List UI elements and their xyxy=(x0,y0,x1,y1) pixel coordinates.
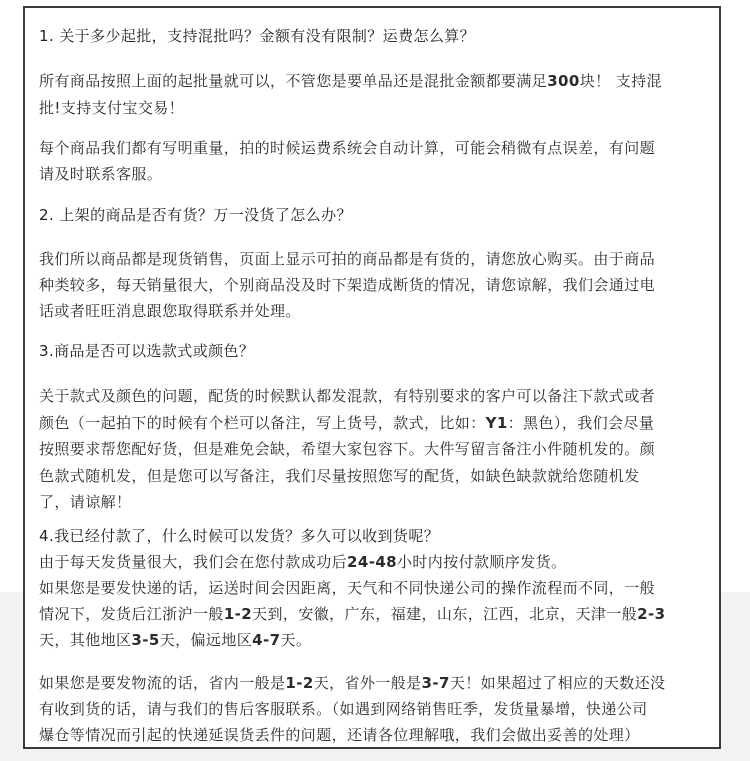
faq-answer-line: 每个商品我们都有写明重量，拍的时候运费系统会自动计算，可能会稍微有点误差，有问题 xyxy=(39,139,656,157)
faq-answer-line: 由于每天发货量很大，我们会在您付款成功后24-48小时内按付款顺序发货。 xyxy=(39,553,567,571)
faq-question-4: 4.我已经付款了，什么时候可以发货？多久可以收到货呢？ xyxy=(39,527,440,545)
faq-answer-line: 有收到货的话，请与我们的售后客服联系。（如遇到网络销售旺季，发货量暴增，快递公司 xyxy=(39,700,648,718)
faq-answer-line: 请及时联系客服。 xyxy=(39,165,163,183)
faq-question-2: 2. 上架的商品是否有货？万一没货了怎么办？ xyxy=(39,206,352,224)
faq-answer-line: 颜色（一起拍下的时候有个栏可以备注，写上货号，款式，比如：Y1：黑色），我们会尽量 xyxy=(39,414,655,432)
faq-answer-line: 种类较多，每天销量很大，个别商品没及时下架造成断货的情况，请您谅解，我们会通过电 xyxy=(39,276,656,294)
faq-answer-line: 色款式随机发，但是您可以写备注，我们尽量按照您写的配货，如缺色缺款就给您随机发 xyxy=(39,467,640,485)
faq-answer-line: 爆仓等情况而引起的快递延误货丢件的问题，还请各位理解哦，我们会做出妥善的处理） xyxy=(39,726,640,744)
faq-answer-line: 如果您是要发快递的话，运送时间会因距离，天气和不同快递公司的操作流程而不同，一般 xyxy=(39,579,656,597)
faq-question-1: 1. 关于多少起批，支持混批吗？金额有没有限制？运费怎么算？ xyxy=(39,27,476,45)
faq-answer-line: 我们所以商品都是现货销售，页面上显示可拍的商品都是有货的，请您放心购买。由于商品 xyxy=(39,250,656,268)
faq-answer-line: 按照要求帮您配好货，但是难免会缺，希望大家包容下。大件写留言备注小件随机发的。颜 xyxy=(39,440,656,458)
faq-answer-line: 批!支持支付宝交易！ xyxy=(39,99,185,117)
faq-answer-line: 如果您是要发物流的话，省内一般是1-2天，省外一般是3-7天！如果超过了相应的天数还没 xyxy=(39,674,666,692)
faq-question-3: 3.商品是否可以选款式或颜色？ xyxy=(39,342,255,360)
faq-answer-line: 所有商品按照上面的起批量就可以，不管您是要单品还是混批金额都要满足300块！ 支持混 xyxy=(39,72,662,90)
faq-answer-line: 天，其他地区3-5天，偏远地区4-7天。 xyxy=(39,631,312,649)
faq-answer-line: 关于款式及颜色的问题，配货的时候默认都发混款，有特别要求的客户可以备注下款式或者 xyxy=(39,387,656,405)
faq-answer-line: 了，请谅解！ xyxy=(39,493,132,511)
faq-panel xyxy=(23,6,721,749)
faq-answer-line: 情况下，发货后江浙沪一般1-2天到，安徽，广东，福建，山东，江西，北京，天津一般2-3 xyxy=(39,605,666,623)
faq-answer-line: 话或者旺旺消息跟您取得联系并处理。 xyxy=(39,302,301,320)
